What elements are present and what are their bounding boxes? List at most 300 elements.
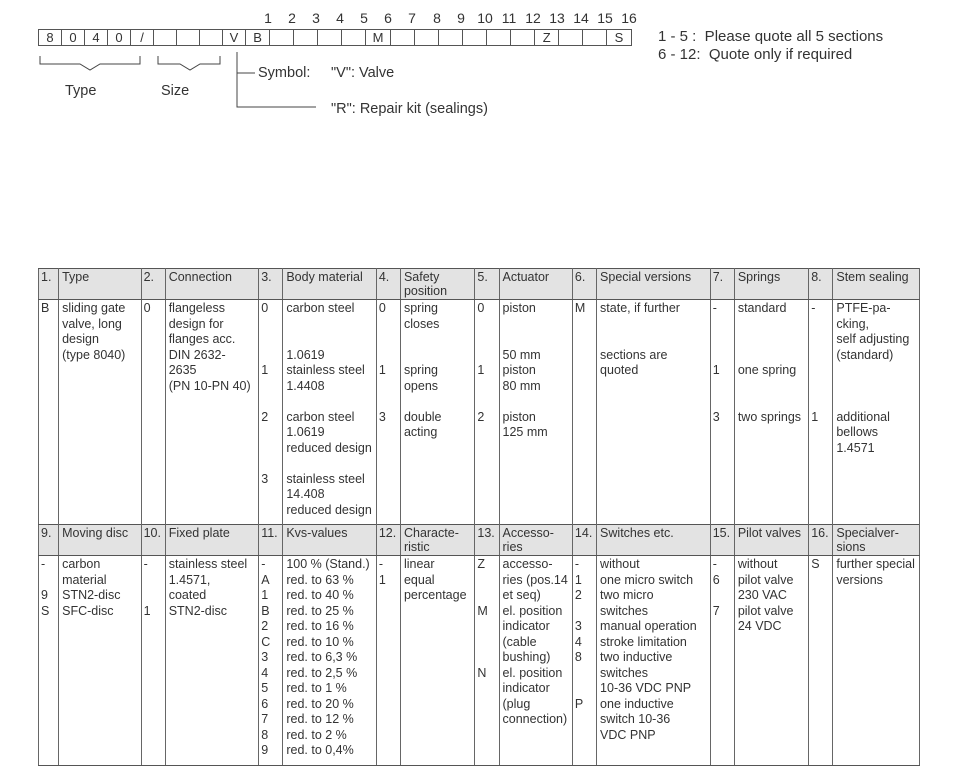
cell-text-line: 0 bbox=[261, 301, 269, 315]
cell-text-line bbox=[379, 332, 398, 348]
cell-text-line bbox=[261, 456, 280, 472]
cell-text-line: 10-36 VDC PNP bbox=[600, 681, 692, 695]
position-number: 5 bbox=[360, 10, 368, 26]
cell-text-line: el. position bbox=[502, 603, 563, 618]
option-descriptions bbox=[59, 300, 141, 540]
cell-text-line: (standard) bbox=[836, 347, 894, 362]
cell-text-line: flanges acc. bbox=[168, 332, 236, 346]
cell-text-line bbox=[811, 317, 830, 333]
cell-text-line bbox=[811, 348, 830, 364]
cell-text-line: versions bbox=[836, 572, 883, 587]
cell-text-line: N bbox=[477, 665, 487, 680]
cell-text-line bbox=[286, 332, 373, 348]
cell-text-line: 1 bbox=[378, 572, 386, 587]
option-codes bbox=[572, 300, 596, 540]
cell-text-line: red. to 63 % bbox=[286, 572, 354, 587]
cell-text-line: - bbox=[811, 301, 816, 315]
cell-text-line bbox=[477, 394, 496, 410]
cell-text-line: sections are bbox=[600, 347, 668, 362]
option-descriptions bbox=[833, 300, 920, 540]
cell-text-line: 4 bbox=[574, 634, 582, 649]
repair-kit-label: "R": Repair kit (sealings) bbox=[331, 101, 488, 117]
cell-text-line: stroke limitation bbox=[600, 634, 687, 649]
header-number: 6. bbox=[572, 269, 596, 300]
cell-text-line: valve, long bbox=[62, 316, 122, 331]
position-number: 8 bbox=[433, 10, 441, 26]
cell-text-line bbox=[836, 363, 916, 379]
code-cell: Z bbox=[535, 30, 559, 45]
cell-text-line: 80 mm bbox=[502, 378, 541, 393]
option-codes bbox=[572, 556, 596, 766]
cell-text-line: indicator bbox=[502, 619, 550, 633]
cell-text-line: additional bbox=[836, 409, 890, 424]
cell-text-line: closes bbox=[403, 316, 440, 331]
note-sections-required: 1 - 5 : Please quote all 5 sections bbox=[658, 28, 884, 45]
cell-text-line: A bbox=[261, 572, 270, 587]
option-descriptions bbox=[499, 556, 572, 766]
cell-text-line: 3 bbox=[261, 471, 269, 486]
cell-text-line: 2 bbox=[261, 409, 269, 424]
cell-text-line: P bbox=[574, 696, 584, 711]
header-label: Stem sealing bbox=[833, 269, 920, 300]
cell-text-line: linear bbox=[403, 557, 435, 571]
cell-text-line bbox=[738, 394, 805, 410]
position-number: 14 bbox=[573, 10, 589, 26]
position-number: 7 bbox=[408, 10, 416, 26]
cell-text-line: STN2-disc bbox=[168, 603, 228, 618]
header-number: 2. bbox=[141, 269, 165, 300]
cell-text-line: 3 bbox=[378, 409, 386, 424]
cell-text-line bbox=[713, 588, 732, 604]
option-codes bbox=[141, 300, 165, 540]
cell-text-line: reduced design bbox=[286, 440, 372, 455]
position-number: 3 bbox=[312, 10, 320, 26]
cell-text-line bbox=[477, 573, 496, 589]
cell-text-line: indicator bbox=[502, 681, 550, 695]
cell-text-line: 1.4571, bbox=[168, 572, 211, 587]
option-codes bbox=[710, 556, 734, 766]
cell-text-line: 230 VAC bbox=[737, 588, 787, 602]
cell-text-line: one inductive bbox=[600, 696, 674, 711]
cell-text-line: two springs bbox=[737, 409, 802, 424]
type-label: Type bbox=[65, 83, 97, 99]
table-row bbox=[39, 300, 920, 540]
option-codes bbox=[141, 556, 165, 766]
cell-text-line: 4 bbox=[261, 665, 269, 680]
header-number: 10. bbox=[141, 525, 165, 556]
header-label: Moving disc bbox=[59, 525, 141, 556]
header-number: 11. bbox=[259, 525, 283, 556]
cell-text-line: STN2-disc bbox=[62, 588, 121, 602]
cell-text-line: 7 bbox=[712, 603, 720, 618]
cell-text-line: piston bbox=[502, 301, 536, 315]
cell-text-line bbox=[404, 332, 471, 348]
header-label: Actuator bbox=[499, 269, 572, 300]
option-descriptions bbox=[400, 300, 474, 540]
header-label: Switches etc. bbox=[597, 525, 711, 556]
cell-text-line bbox=[811, 332, 830, 348]
cell-text-line: 1.4408 bbox=[286, 378, 325, 393]
header-number: 5. bbox=[475, 269, 499, 300]
cell-text-line: PTFE-pa- bbox=[836, 301, 891, 315]
cell-text-line: design bbox=[62, 332, 99, 346]
cell-text-line: two micro bbox=[600, 588, 654, 602]
cell-text-line: 6 bbox=[712, 572, 720, 587]
cell-text-line bbox=[836, 379, 916, 395]
cell-text-line: 9 bbox=[261, 743, 269, 757]
cell-text-line: 3 bbox=[712, 409, 720, 424]
cell-text-line: et seq) bbox=[502, 588, 541, 602]
option-codes bbox=[39, 556, 59, 766]
cell-text-line: switch 10-36 bbox=[600, 712, 671, 726]
header-number: 9. bbox=[39, 525, 59, 556]
header-label: Accesso-ries bbox=[499, 525, 572, 556]
spec-table-1 bbox=[38, 268, 920, 540]
cell-text-line: 1.0619 bbox=[286, 425, 325, 439]
cell-text-line: standard bbox=[737, 301, 787, 315]
cell-text-line: 2 bbox=[261, 619, 269, 633]
option-descriptions bbox=[400, 556, 474, 766]
cell-text-line: 8 bbox=[574, 650, 582, 664]
cell-text-line: red. to 16 % bbox=[286, 619, 354, 633]
header-number: 8. bbox=[809, 269, 833, 300]
cell-text-line: quoted bbox=[600, 363, 639, 377]
cell-text-line bbox=[713, 394, 732, 410]
cell-text-line bbox=[477, 619, 496, 635]
option-codes bbox=[376, 300, 400, 540]
cell-text-line bbox=[477, 332, 496, 348]
cell-text-line: switches bbox=[600, 603, 648, 618]
header-label: Body material bbox=[283, 269, 377, 300]
cell-text-line bbox=[261, 394, 280, 410]
cell-text-line: M bbox=[574, 301, 586, 315]
cell-text-line: stainless steel bbox=[286, 471, 365, 486]
cell-text-line bbox=[503, 394, 569, 410]
cell-text-line bbox=[713, 317, 732, 333]
cell-text-line: self adjusting bbox=[836, 332, 910, 346]
code-cell: V bbox=[223, 30, 246, 45]
cell-text-line bbox=[503, 317, 569, 333]
code-cell: M bbox=[366, 30, 390, 45]
position-number: 13 bbox=[549, 10, 565, 26]
cell-text-line: - bbox=[712, 301, 717, 315]
cell-text-line: S bbox=[811, 557, 820, 571]
option-descriptions bbox=[734, 556, 808, 766]
cell-text-line bbox=[738, 332, 805, 348]
option-descriptions bbox=[59, 556, 141, 766]
header-label: Springs bbox=[734, 269, 808, 300]
header-number: 15. bbox=[710, 525, 734, 556]
cell-text-line: design for bbox=[168, 316, 224, 331]
cell-text-line: DIN 2632- bbox=[168, 347, 226, 362]
cell-text-line: stainless steel bbox=[286, 363, 365, 377]
option-codes bbox=[475, 300, 499, 540]
cell-text-line bbox=[713, 379, 732, 395]
cell-text-line: cking, bbox=[836, 316, 870, 331]
cell-text-line bbox=[261, 425, 280, 441]
cell-text-line bbox=[261, 441, 280, 457]
cell-text-line: spring bbox=[403, 363, 439, 377]
position-number: 11 bbox=[501, 10, 517, 26]
cell-text-line: (PN 10-PN 40) bbox=[168, 378, 251, 393]
position-number: 16 bbox=[621, 10, 637, 26]
cell-text-line: SFC-disc bbox=[62, 603, 114, 618]
cell-text-line: coated bbox=[168, 588, 207, 602]
cell-text-line: one spring bbox=[737, 363, 797, 377]
cell-text-line bbox=[379, 348, 398, 364]
cell-text-line: connection) bbox=[502, 712, 568, 726]
cell-text-line bbox=[477, 379, 496, 395]
cell-text-line bbox=[261, 332, 280, 348]
cell-text-line: 1 bbox=[261, 588, 269, 602]
cell-text-line: - bbox=[261, 557, 266, 571]
cell-text-line bbox=[477, 588, 496, 604]
cell-text-line bbox=[261, 317, 280, 333]
cell-text-line: 1 bbox=[477, 363, 485, 377]
cell-text-line: carbon steel bbox=[286, 409, 355, 424]
code-cell: 0 bbox=[108, 30, 131, 45]
option-codes bbox=[809, 556, 833, 766]
header-number: 14. bbox=[572, 525, 596, 556]
table-header-row bbox=[39, 269, 920, 300]
cell-text-line bbox=[811, 379, 830, 395]
cell-text-line: red. to 20 % bbox=[286, 696, 354, 711]
cell-text-line bbox=[713, 348, 732, 364]
cell-text-line: 50 mm bbox=[502, 347, 541, 362]
cell-text-line: ries (pos.14 bbox=[502, 572, 568, 587]
cell-text-line: double bbox=[403, 409, 442, 424]
option-codes bbox=[259, 556, 283, 766]
cell-text-line: flangeless bbox=[168, 301, 225, 315]
cell-text-line: red. to 10 % bbox=[286, 634, 354, 649]
code-cell: 4 bbox=[85, 30, 108, 45]
position-number: 12 bbox=[525, 10, 541, 26]
cell-text-line: manual operation bbox=[600, 619, 697, 633]
cell-text-line: 14.408 bbox=[286, 487, 325, 501]
spec-table-2 bbox=[38, 524, 920, 766]
cell-text-line bbox=[575, 681, 594, 697]
cell-text-line: S bbox=[41, 603, 50, 618]
cell-text-line bbox=[713, 332, 732, 348]
cell-text-line bbox=[811, 394, 830, 410]
cell-text-line: VDC PNP bbox=[600, 727, 656, 742]
note-sections-optional: 6 - 12: Quote only if required bbox=[658, 46, 853, 63]
option-descriptions bbox=[283, 300, 377, 540]
cell-text-line bbox=[503, 332, 569, 348]
cell-text-line bbox=[286, 317, 373, 333]
cell-text-line: 0 bbox=[477, 301, 485, 315]
cell-text-line: red. to 2,5 % bbox=[286, 665, 358, 680]
cell-text-line bbox=[379, 394, 398, 410]
code-cell: S bbox=[614, 30, 624, 45]
cell-text-line: one micro switch bbox=[600, 572, 694, 587]
cell-text-line: 1 bbox=[143, 603, 151, 618]
cell-text-line: red. to 40 % bbox=[286, 588, 354, 602]
cell-text-line: B bbox=[261, 603, 270, 618]
cell-text-line: equal bbox=[403, 572, 435, 587]
cell-text-line bbox=[144, 588, 163, 604]
cell-text-line: percentage bbox=[403, 588, 467, 602]
code-cell: / bbox=[131, 30, 154, 45]
cell-text-line: 9 bbox=[41, 588, 48, 602]
cell-text-line: (cable bbox=[502, 634, 537, 649]
cell-text-line: 24 VDC bbox=[737, 619, 782, 633]
cell-text-line: further special bbox=[836, 557, 915, 571]
position-number: 15 bbox=[597, 10, 613, 26]
cell-text-line: piston bbox=[502, 409, 536, 424]
cell-text-line: piston bbox=[502, 363, 536, 377]
header-label: Pilot valves bbox=[734, 525, 808, 556]
option-codes bbox=[39, 300, 59, 540]
cell-text-line: two inductive bbox=[600, 650, 673, 664]
cell-text-line: bushing) bbox=[502, 650, 551, 664]
header-number: 13. bbox=[475, 525, 499, 556]
cell-text-line bbox=[477, 348, 496, 364]
cell-text-line: state, if further bbox=[600, 301, 680, 315]
cell-text-line: 0 bbox=[143, 301, 151, 315]
cell-text-line: (type 8040) bbox=[62, 347, 126, 362]
cell-text-line bbox=[404, 348, 471, 364]
cell-text-line: 1 bbox=[378, 363, 386, 377]
option-descriptions bbox=[597, 300, 711, 540]
cell-text-line bbox=[600, 317, 707, 333]
cell-text-line: M bbox=[477, 603, 488, 618]
cell-text-line: switches bbox=[600, 665, 648, 680]
cell-text-line: 1 bbox=[574, 572, 582, 587]
cell-text-line: pilot valve bbox=[737, 603, 794, 618]
cell-text-line bbox=[261, 348, 280, 364]
option-descriptions bbox=[165, 300, 259, 540]
cell-text-line: red. to 25 % bbox=[286, 603, 354, 618]
cell-text-line: spring bbox=[403, 301, 439, 315]
header-number: 1. bbox=[39, 269, 59, 300]
option-descriptions bbox=[597, 556, 711, 766]
code-cell: B bbox=[246, 30, 270, 45]
cell-text-line: 1.0619 bbox=[286, 347, 325, 362]
header-number: 3. bbox=[259, 269, 283, 300]
cell-text-line bbox=[286, 456, 373, 472]
header-label: Kvs-values bbox=[283, 525, 377, 556]
header-number: 7. bbox=[710, 269, 734, 300]
header-label: Type bbox=[59, 269, 141, 300]
cell-text-line bbox=[811, 363, 830, 379]
cell-text-line: 2 bbox=[477, 409, 485, 424]
cell-text-line bbox=[738, 379, 805, 395]
cell-text-line bbox=[575, 666, 594, 682]
cell-text-line: 1 bbox=[811, 409, 819, 424]
cell-text-line: acting bbox=[403, 425, 438, 439]
cell-text-line: carbon steel bbox=[286, 301, 355, 315]
cell-text-line bbox=[477, 317, 496, 333]
option-descriptions bbox=[499, 300, 572, 540]
header-number: 12. bbox=[376, 525, 400, 556]
cell-text-line: without bbox=[600, 557, 640, 571]
cell-text-line: (plug bbox=[502, 696, 531, 711]
cell-text-line: reduced design bbox=[286, 502, 372, 517]
code-cell: 8 bbox=[39, 30, 62, 45]
option-codes bbox=[710, 300, 734, 540]
cell-text-line bbox=[600, 332, 707, 348]
header-label: Connection bbox=[165, 269, 259, 300]
cell-text-line bbox=[41, 573, 56, 589]
valve-label: "V": Valve bbox=[331, 65, 395, 81]
cell-text-line: - bbox=[574, 557, 580, 571]
cell-text-line: 1 bbox=[261, 363, 269, 377]
size-label: Size bbox=[161, 83, 190, 99]
cell-text-line: sliding gate bbox=[62, 301, 126, 315]
cell-text-line bbox=[379, 379, 398, 395]
cell-text-line: 2 bbox=[574, 588, 582, 602]
option-descriptions bbox=[283, 556, 377, 766]
position-number: 1 bbox=[264, 10, 272, 26]
cell-text-line: red. to 12 % bbox=[286, 712, 354, 726]
header-label: Specialver-sions bbox=[833, 525, 920, 556]
cell-text-line: - bbox=[143, 557, 148, 571]
option-codes bbox=[259, 300, 283, 540]
cell-text-line: opens bbox=[403, 378, 439, 393]
option-codes bbox=[809, 300, 833, 540]
cell-text-line: accesso- bbox=[502, 557, 553, 571]
cell-text-line: 3 bbox=[261, 650, 269, 664]
cell-text-line bbox=[738, 317, 805, 333]
cell-text-line: 1 bbox=[712, 363, 720, 377]
cell-text-line: stainless steel bbox=[168, 557, 248, 571]
cell-text-line: C bbox=[261, 634, 271, 649]
position-number: 4 bbox=[336, 10, 344, 26]
cell-text-line: red. to 1 % bbox=[286, 681, 347, 695]
cell-text-line bbox=[404, 394, 471, 410]
cell-text-line: 7 bbox=[261, 712, 269, 726]
cell-text-line: red. to 0,4% bbox=[286, 743, 354, 757]
cell-text-line: red. to 6,3 % bbox=[286, 650, 358, 664]
cell-text-line: without bbox=[737, 557, 778, 571]
cell-text-line bbox=[261, 379, 280, 395]
option-codes bbox=[475, 556, 499, 766]
cell-text-line: material bbox=[62, 572, 107, 587]
cell-text-line: - bbox=[41, 557, 46, 571]
cell-text-line bbox=[738, 348, 805, 364]
cell-text-line: 100 % (Stand.) bbox=[286, 557, 370, 571]
cell-text-line: - bbox=[378, 557, 384, 571]
header-label: Fixed plate bbox=[165, 525, 259, 556]
position-number: 2 bbox=[288, 10, 296, 26]
cell-text-line bbox=[575, 604, 594, 620]
symbol-label: Symbol: bbox=[258, 65, 311, 81]
cell-text-line bbox=[477, 635, 496, 651]
cell-text-line: 8 bbox=[261, 727, 269, 742]
cell-text-line bbox=[379, 317, 398, 333]
cell-text-line: pilot valve bbox=[737, 572, 794, 587]
header-number: 4. bbox=[376, 269, 400, 300]
cell-text-line: 3 bbox=[574, 619, 582, 633]
table-row bbox=[39, 556, 920, 766]
cell-text-line bbox=[836, 394, 916, 410]
position-number: 10 bbox=[477, 10, 493, 26]
cell-text-line: B bbox=[41, 301, 50, 315]
cell-text-line: 5 bbox=[261, 681, 269, 695]
cell-text-line bbox=[286, 394, 373, 410]
cell-text-line: carbon bbox=[62, 557, 101, 571]
table-header-row bbox=[39, 525, 920, 556]
option-descriptions bbox=[833, 556, 920, 766]
header-label: Safety position bbox=[400, 269, 474, 300]
header-number: 16. bbox=[809, 525, 833, 556]
header-label: Special versions bbox=[597, 269, 711, 300]
header-label: Characte-ristic bbox=[400, 525, 474, 556]
cell-text-line: bellows bbox=[836, 425, 879, 439]
cell-text-line: 6 bbox=[261, 696, 269, 711]
cell-text-line: 2635 bbox=[168, 363, 197, 377]
